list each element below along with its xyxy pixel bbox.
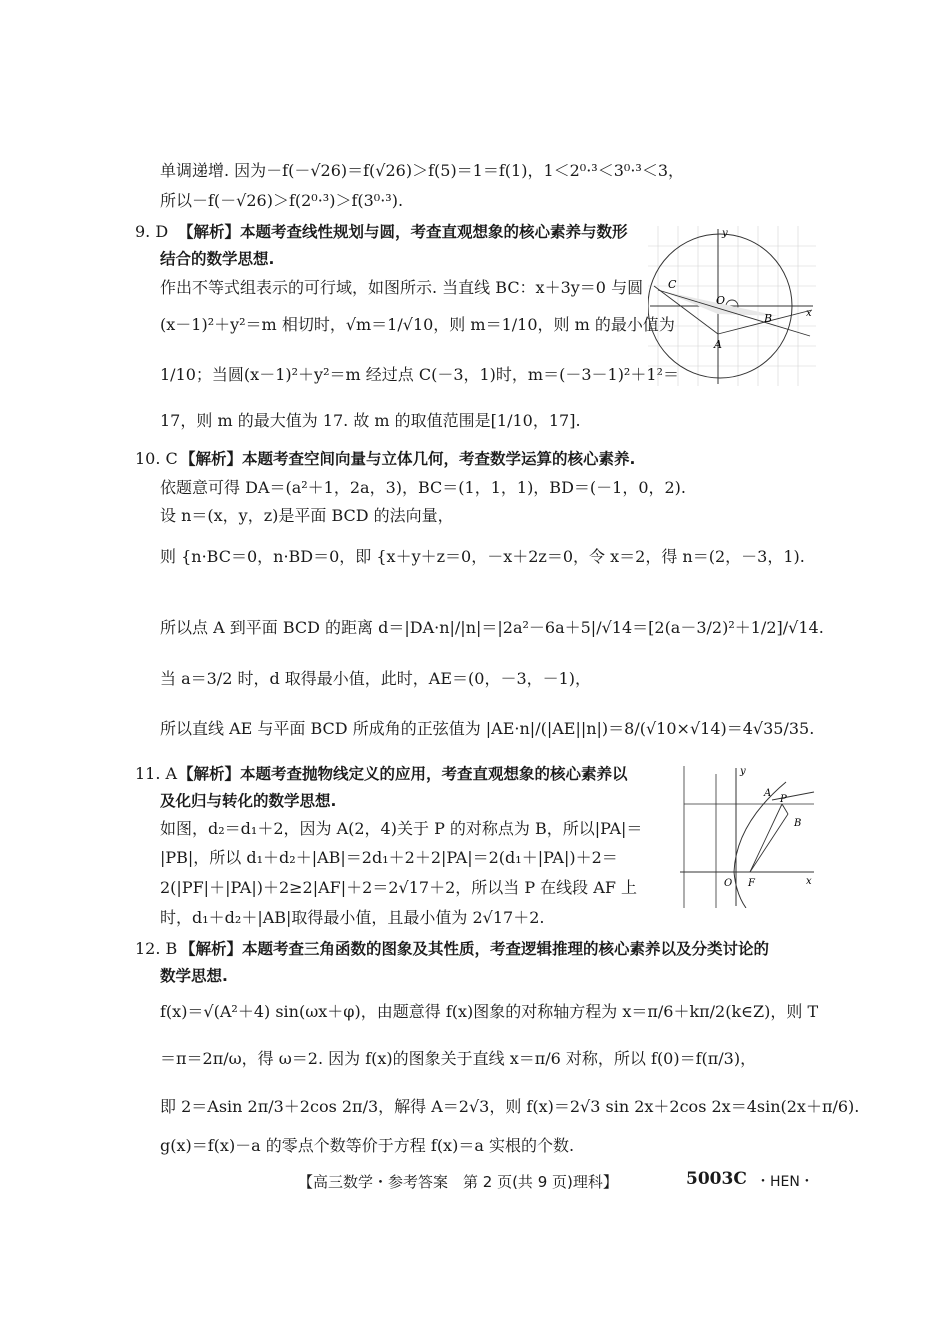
q9-number: 9. D [135,222,169,241]
q11-line-3: 2(|PF|＋|PA|)＋2≥2|AF|＋2＝2√17＋2，所以当 P 在线段 AF 上 [160,878,638,897]
q11-title: 【解析】本题考查抛物线定义的应用，考查直观想象的核心素养以 [178,765,628,783]
label-x: x [806,876,812,887]
q11-number: 11. A [135,764,178,783]
q9-title-2: 结合的数学思想. [160,250,275,268]
q11-title-2: 及化归与转化的数学思想. [160,792,337,810]
q12-title: 【解析】本题考查三角函数的图象及其性质，考查逻辑推理的核心素养以及分类讨论的 [180,940,770,958]
q10-title: 【解析】本题考查空间向量与立体几何，考查数学运算的核心素养. [180,450,636,468]
label-c: C [668,278,677,291]
q9-figure [648,226,816,386]
label-a: A [714,338,722,351]
line-bc [658,290,810,336]
q10-line-3: 则 {n·BC＝0，n·BD＝0，即 {x＋y＋z＝0，－x＋2z＝0，令 x＝2，得 n＝(2，－3，1). [160,547,805,566]
q12-line-4: g(x)＝f(x)－a 的零点个数等价于方程 f(x)＝a 实根的个数. [160,1136,575,1155]
q9-line-3: 1/10；当圆(x－1)²＋y²＝m 经过点 C(－3，1)时，m＝(－3－1)²＋1²＝ [160,365,679,384]
line-bf [750,814,788,872]
line-top-1: 单调递增. 因为－f(－√26)＝f(√26)＞f(5)＝1＝f(1)，1＜2⁰·³＜3⁰·³＜3， [160,161,684,180]
label-y: y [722,228,728,239]
label-o: O [724,878,733,889]
footer-region: ・HEN・ [756,1174,814,1190]
q9-line-4: 17，则 m 的最大值为 17. 故 m 的取值范围是[1/10，17]. [160,411,581,430]
line-pb [782,804,788,814]
footer-text: 【高三数学・参考答案 第 2 页(共 9 页)理科】 [298,1173,618,1191]
q12-line-2: ＝π＝2π/ω，得 ω＝2. 因为 f(x)的图象关于直线 x＝π/6 对称，所以 f(0)＝f(π/3)， [160,1049,757,1068]
label-a: A [764,788,772,799]
q12-number: 12. B [135,939,178,958]
label-o: O [716,294,726,307]
q11-line-1: 如图，d₂＝d₁＋2，因为 A(2，4)关于 P 的对称点为 B，所以|PA|＝ [160,819,643,838]
q10-number: 10. C [135,449,178,468]
q11-figure [676,764,816,908]
label-f: F [748,878,755,889]
line-top-2: 所以－f(－√26)＞f(2⁰·³)＞f(3⁰·³). [160,191,404,210]
footer-code: 5003C [686,1169,747,1189]
q10-line-6: 所以直线 AE 与平面 BCD 所成角的正弦值为 |AE·n|/(|AE||n|)＝8/(√10×√14)＝4√35/35. [160,719,815,738]
q9-line-2: (x－1)²＋y²＝m 相切时，√m＝1/√10，则 m＝1/10，则 m 的最小值为 [160,315,675,334]
parabola [734,782,786,908]
q10-line-4: 所以点 A 到平面 BCD 的距离 d＝|DA·n|/|n|＝|2a²－6a＋5|/√14＝[2(a－3/2)²＋1/2]/√14. [160,618,824,637]
q11-line-2: |PB|，所以 d₁＋d₂＋|AB|＝2d₁＋2＋2|PA|＝2(d₁＋|PA|)＋2＝ [160,848,618,867]
q10-line-5: 当 a＝3/2 时，d 取得最小值，此时，AE＝(0，－3，－1)， [160,669,592,688]
label-b: B [764,312,773,325]
label-x: x [806,308,812,319]
label-p: P [780,794,787,805]
label-y: y [740,766,746,777]
q9-line-1: 作出不等式组表示的可行域，如图所示. 当直线 BC：x＋3y＝0 与圆 [160,278,644,297]
line-ap [772,792,814,800]
q11-line-4: 时，d₁＋d₂＋|AB|取得最小值，且最小值为 2√17＋2. [160,908,545,927]
q12-title-2: 数学思想. [160,967,228,985]
label-b: B [794,818,802,829]
q9-title: 【解析】本题考查线性规划与圆，考查直观想象的核心素养与数形 [178,223,628,241]
q10-line-1: 依题意可得 DA＝(a²＋1，2a，3)，BC＝(1，1，1)，BD＝(－1，0，2). [160,478,687,497]
q12-line-1: f(x)＝√(A²＋4) sin(ωx＋φ)，由题意得 f(x)图象的对称轴方程为 x＝π/6＋kπ/2(k∈Z)，则 T [160,1002,819,1021]
q10-line-2: 设 n＝(x，y，z)是平面 BCD 的法向量， [160,506,454,525]
q12-line-3: 即 2＝Asin 2π/3＋2cos 2π/3，解得 A＝2√3，则 f(x)＝2√3 sin 2x＋2cos 2x＝4sin(2x＋π/6). [160,1097,860,1116]
